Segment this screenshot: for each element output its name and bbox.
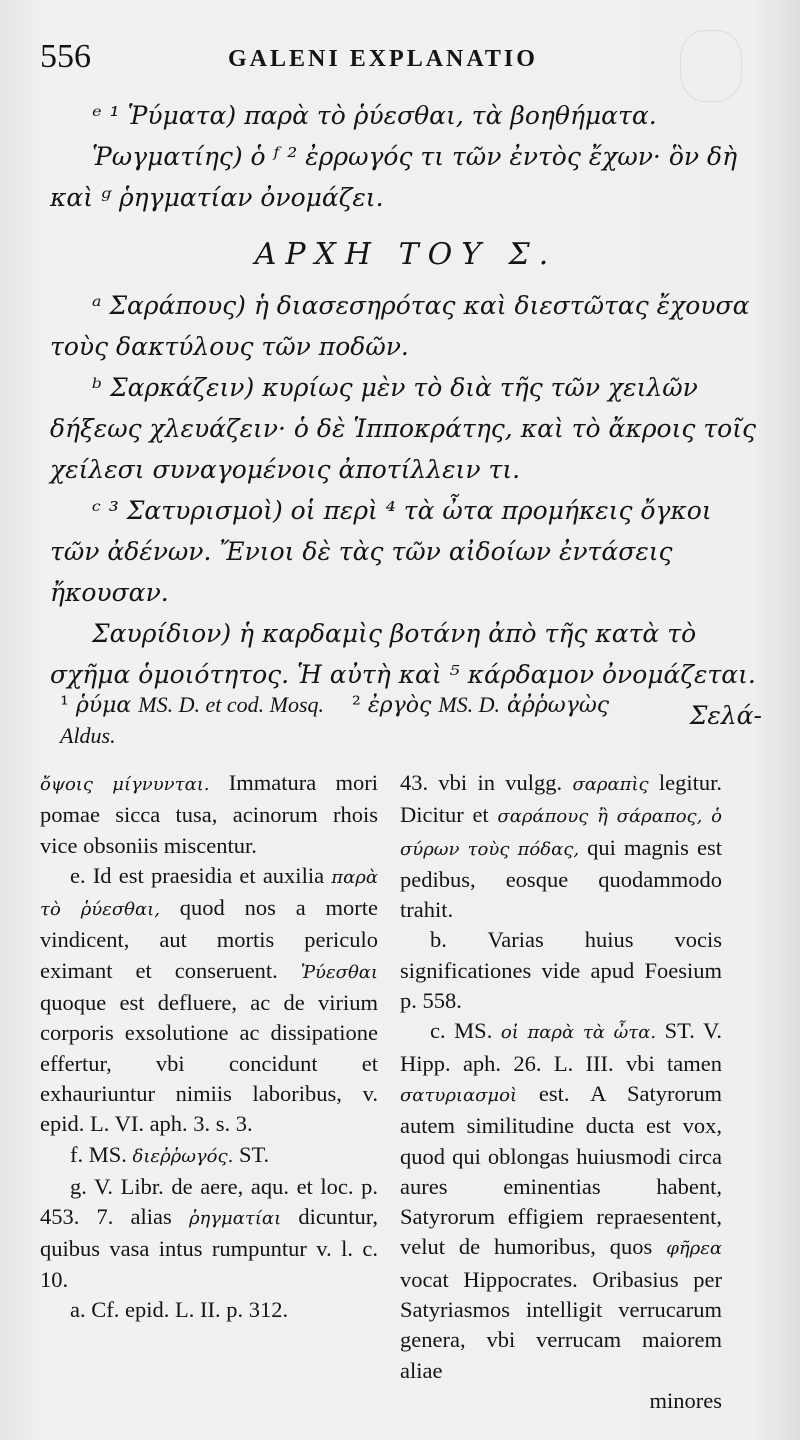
- page-number: 556: [40, 38, 91, 75]
- footnote-1-text: MS. D. et cod. Mosq.: [138, 692, 325, 717]
- note-c-text-4: vocat Hippocrates. Oribasius per Satyriasmos intelligit verrucarum genera, vbi verrucam maiorem aliae: [400, 1266, 722, 1383]
- note-a-continuation: [400, 768, 722, 925]
- footnote-1-number: ¹: [60, 693, 69, 718]
- footnote-1-greek: ῥύμα: [75, 693, 132, 718]
- note-c-greek-3: φῆρεα: [666, 1238, 723, 1260]
- main-entry-sarapus: ᵃ Σαράπους) ἡ διασεσηρότας καὶ διεστῶτας ἔχουσα τοὺς δακτύλους τῶν ποδῶν.: [50, 291, 750, 361]
- catchword-right: minores: [649, 1387, 722, 1413]
- note-a-cont-text: 43. vbi in vulgg.: [400, 770, 563, 795]
- note-e-greek: παρὰ τὸ ῥύεσθαι,: [40, 866, 379, 921]
- main-text: [50, 95, 762, 736]
- note-a: a. Cf. epid. L. II. p. 312.: [70, 1297, 289, 1323]
- note-e-text: e. Id est praesidia et auxilia: [70, 862, 325, 888]
- greek-phrase: ὄψοις μίγνυνται.: [40, 774, 210, 795]
- commentary-right-column: [400, 768, 722, 1416]
- main-entry-sarkazein: ᵇ Σαρκάζειν) κυρίως μὲν τὸ διὰ τῆς τῶν χειλῶν δήξεως χλευάζειν· ὁ δὲ Ἱπποκράτης, καὶ τὸ ἄκροις τοῖς χείλεσι συναγομένοις ἀποτίλλειν τι.: [50, 373, 757, 484]
- note-g-greek: ῥηγματίαι: [188, 1208, 282, 1230]
- main-entry-satyrismoi: ᶜ ³ Σατυρισμοὶ) οἱ περὶ ⁴ τὰ ὦτα προμήκεις ὄγκοι τῶν ἀδένων. Ἔνιοι δὲ τὰς τῶν αἰδοίων ἐντάσεις ἤκουσαν.: [50, 496, 712, 607]
- note-c-greek: οἱ παρὰ τὰ ὦτα.: [500, 1022, 657, 1044]
- note-e-greek-2: Ῥύεσθαι: [300, 961, 378, 983]
- note-c: [400, 1016, 722, 1386]
- note-text: Immatura mori pomae sicca tusa, acinorum rhois vice obsoniis miscentur.: [40, 770, 378, 858]
- note-e-text-2: quod nos a morte vindicent, aut mortis periculo eximant et conseruent.: [40, 895, 378, 983]
- main-entry-sauridion: Σαυρίδιον) ἡ καρδαμὶς βοτάνη ἀπὸ τῆς κατὰ τὸ σχῆμα ὁμοιότητος. Ἡ αὐτὴ καὶ ⁵ κάρδαμον ὀνομάζεται.: [50, 619, 756, 689]
- footnote-2-greek: ἐργὸς: [367, 693, 432, 718]
- footnote-2-tail: Aldus.: [60, 723, 116, 748]
- footnote-2-greek-variant: ἀῤῥωγὼς: [507, 693, 610, 718]
- footnote-2-text: MS. D.: [438, 692, 501, 717]
- note-g: [40, 1172, 378, 1295]
- note-c-text-2: ST. V. Hipp. aph. 26. L. III. vbi tamen: [400, 1018, 723, 1076]
- note-b: b. Varias huius vocis significationes vide apud Foesium p. 558.: [400, 927, 722, 1014]
- main-entry-rhogmaties: Ῥωγματίης) ὁ ᶠ ² ἐρρωγός τι τῶν ἐντὸς ἔχων· ὃν δὴ καὶ ᵍ ῥηγματίαν ὀνομάζει.: [50, 142, 738, 212]
- main-entry-rhymata: ᵉ ¹ Ῥύματα) παρὰ τὸ ῥύεσθαι, τὰ βοηθήματα.: [92, 101, 657, 130]
- running-head: GALENI EXPLANATIO: [228, 46, 538, 72]
- note-f: [40, 1140, 378, 1172]
- note-g-text-2: dicuntur, quibus vasa intus rumpuntur v. l. c. 10.: [40, 1204, 379, 1292]
- commentary-left-column: [40, 768, 378, 1325]
- footnotes: [60, 690, 770, 751]
- note-f-greek: διεῤῥωγός.: [132, 1145, 234, 1167]
- note-a-cont-text-3: qui magnis est pedibus, eosque quodammodo trahit.: [400, 834, 723, 923]
- note-g-text: g. V. Libr. de aere, aqu. et loc. p. 453. 7. alias: [40, 1173, 378, 1230]
- note-a-cont-greek: σαραπὶς: [572, 774, 649, 795]
- note-c-greek-2: σατυριασμοὶ: [400, 1084, 518, 1106]
- note-c-text: c. MS.: [430, 1018, 493, 1044]
- footnote-line: [60, 690, 770, 721]
- footnote-2-number: ²: [352, 693, 361, 718]
- note-e-text-3: quoque est defluere, ac de virium corporis exsolutione ac dissipatione effertur, vbi concidunt et exhauriuntur nimiis laboribus, v. epid. L. VI. aph. 3. s. 3.: [40, 990, 378, 1137]
- note-f-text: f. MS.: [70, 1141, 127, 1167]
- catchword: Σελά-: [689, 701, 762, 730]
- note-e: [40, 861, 378, 1140]
- note-c-text-3: est. A Satyrorum autem similitudine ducta est vox, quod qui oblongas huiusmodi circa aures eminentias habent, Satyrorum effigiem repraesentent, velut de humoribus, quos: [400, 1080, 723, 1260]
- note-continuation: [40, 768, 378, 861]
- section-title: ΑΡΧΗ ΤΟΥ Σ.: [254, 237, 558, 272]
- note-f-text-2: ST.: [238, 1141, 270, 1167]
- note-a-cont-greek-2: σαράπους ἢ σάραπος, ὁ σύρων τοὺς πόδας,: [400, 806, 722, 860]
- note-a-cont-text-2: legitur. Dicitur et: [400, 770, 723, 828]
- page-header: [40, 38, 780, 78]
